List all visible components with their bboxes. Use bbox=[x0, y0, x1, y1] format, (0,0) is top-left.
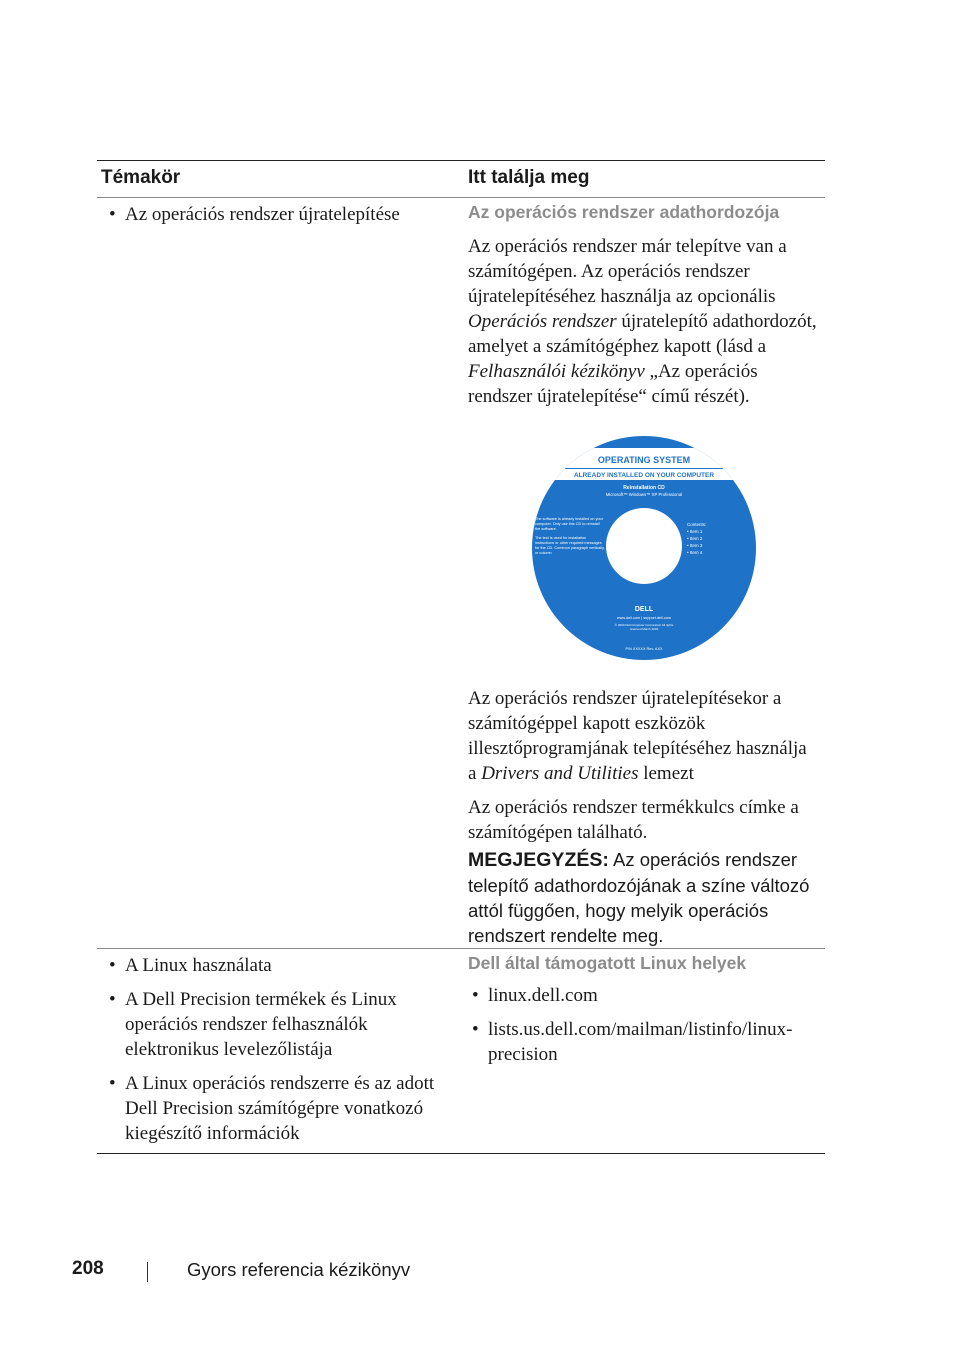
cd-url: www.dell.com | support.dell.com bbox=[616, 616, 672, 620]
cd-image bbox=[529, 433, 759, 663]
header-where: Itt találja meg bbox=[468, 167, 590, 188]
table-header bbox=[97, 161, 825, 197]
cd-banner-top: OPERATING SYSTEM bbox=[597, 455, 691, 465]
topic-item: • A Linux használata bbox=[105, 953, 455, 978]
table-row bbox=[97, 949, 825, 1153]
footer-separator bbox=[147, 1262, 148, 1282]
cd-center-hole bbox=[606, 508, 682, 584]
row1-where-cell bbox=[468, 202, 828, 948]
row1-topic-cell bbox=[105, 202, 455, 227]
topic-item: • Az operációs rendszer újratelepítése bbox=[105, 202, 455, 227]
page-footer bbox=[72, 1258, 872, 1288]
footer-title: Gyors referencia kézikönyv bbox=[187, 1259, 411, 1280]
paragraph-drivers: Az operációs rendszer újratelepítésekor a számítógéppel kapott eszközök illesztőprogramjának telepítéséhez használja a Drivers and Utilities lemezt bbox=[468, 688, 807, 784]
cd-copyright: © 2003 Dell Computer Corporation All rights reserved March 2003 bbox=[614, 623, 674, 631]
cd-line1: Reinstallation CD bbox=[623, 485, 665, 491]
note-label: MEGJEGYZÉS: bbox=[468, 849, 609, 871]
row2-topic-cell bbox=[105, 953, 455, 1146]
topic-item: • A Linux operációs rendszerre és az adott Dell Precision számítógépre vonatkozó kiegészítő információk bbox=[105, 1071, 455, 1146]
cd-banner-bottom: ALREADY INSTALLED ON YOUR COMPUTER bbox=[573, 472, 715, 479]
cd-left-text: The software is already installed on your computer. Only use this CD to reinstall the software. The text is used for installation instructions or other required messages for the CD. Common paragraph vertically, or column bbox=[535, 517, 605, 555]
paragraph-product-key: Az operációs rendszer termékkulcs címke a számítógépen található. bbox=[468, 797, 799, 843]
note bbox=[468, 847, 820, 948]
topic-item: • A Dell Precision termékek és Linux operációs rendszer felhasználók elektronikus levelezőlistája bbox=[105, 987, 435, 1062]
paragraph-os-media: Az operációs rendszer már telepítve van a számítógépen. Az operációs rendszer újratelepítéséhez használja az opcionális Operációs rendszer újratelepítő adathordozót, amelyet a számítógéphez kapott (lásd a Felhasználói kézikönyv „Az operációs rendszer újratelepítése“ című részét). bbox=[468, 236, 817, 407]
section-heading: Dell által támogatott Linux helyek bbox=[468, 953, 747, 973]
cd-disc-graphic bbox=[529, 433, 759, 663]
cd-line2: Microsoft™ Windows™ XP Professional bbox=[605, 492, 683, 497]
table-row bbox=[97, 198, 825, 948]
header-topic: Témakör bbox=[101, 167, 181, 188]
reference-table bbox=[97, 160, 825, 1154]
cd-contents: Contents: • Item 1 • Item 2 • Item 3 • Item 4 bbox=[687, 522, 707, 555]
section-heading: Az operációs rendszer adathordozója bbox=[468, 202, 780, 222]
link-item[interactable]: • lists.us.dell.com/mailman/listinfo/linux-precision bbox=[468, 1017, 808, 1067]
cd-dell-logo: DELL bbox=[634, 606, 654, 613]
note-text: Az operációs rendszer telepítő adathordozójának a színe változó attól függően, hogy melyik operációs rendszert rendelte meg. bbox=[468, 849, 810, 946]
page-number: 208 bbox=[72, 1258, 104, 1279]
row2-where-cell bbox=[468, 953, 828, 1067]
link-item[interactable]: • linux.dell.com bbox=[468, 983, 828, 1008]
cd-part-number: P/N XXXXX Rev. AXX bbox=[625, 647, 663, 651]
table-bottom-rule bbox=[97, 1153, 825, 1154]
